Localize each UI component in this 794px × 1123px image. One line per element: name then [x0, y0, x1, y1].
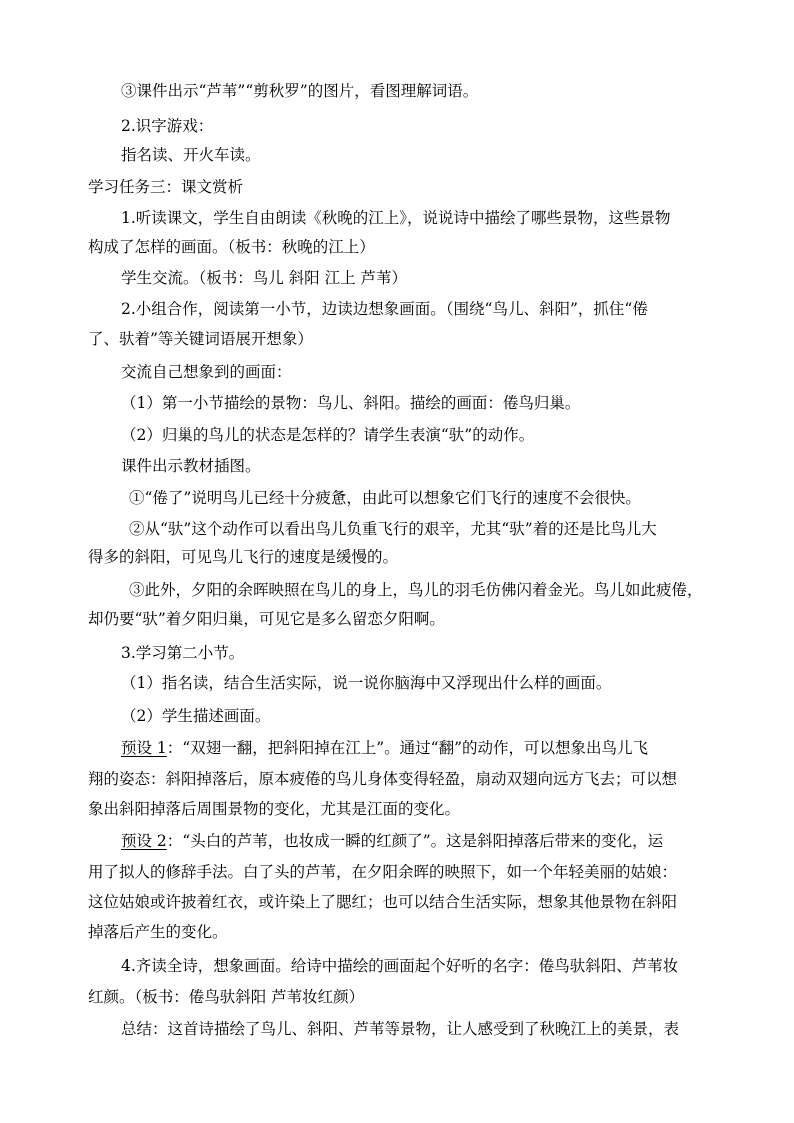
text-line: （2）学生描述画面。	[121, 707, 271, 725]
text-line: 红颜。（板书：倦鸟驮斜阳 芦苇妆红颜）	[88, 988, 365, 1006]
text-line: 2.识字游戏：	[121, 117, 214, 135]
text-line: 学生交流。（板书：鸟儿 斜阳 江上 芦苇）	[121, 269, 408, 287]
text-line: 了、驮着”等关键词语展开想象）	[88, 330, 313, 348]
preset-label: 预设 1	[121, 739, 167, 757]
text-line: 这位姑娘或许披着红衣，或许染上了腮红；也可以结合生活实际，想象其他景物在斜阳	[88, 893, 678, 911]
text-line: 1.听读课文，学生自由朗读《秋晚的江上》，说说诗中描绘了哪些景物，这些景物	[121, 209, 671, 227]
text-line: 指名读、开火车读。	[121, 146, 261, 164]
preset-line	[121, 738, 648, 758]
text-line: ①“倦了”说明鸟儿已经十分疲惫，由此可以想象它们飞行的速度不会很快。	[129, 489, 641, 507]
text-line: ③课件出示“芦苇”“剪秋罗”的图片，看图理解词语。	[121, 82, 479, 100]
preset-line	[121, 831, 663, 851]
text-line: ②从“驮”这个动作可以看出鸟儿负重飞行的艰辛，尤其“驮”着的还是比鸟儿大	[129, 520, 657, 538]
text-line: （1）指名读，结合生活实际，说一说你脑海中又浮现出什么样的画面。	[121, 674, 612, 692]
text-line: 课件出示教材插图。	[121, 457, 261, 475]
text-line: 4.齐读全诗，想象画面。给诗中描绘的画面起个好听的名字：倦鸟驮斜阳、芦苇妆	[121, 957, 679, 975]
text-line: 交流自己想象到的画面：	[121, 363, 292, 381]
text-line: ③此外，夕阳的余晖映照在鸟儿的身上，鸟儿的羽毛仿佛闪着金光。鸟儿如此疲倦，	[129, 581, 703, 599]
text-line: 得多的斜阳，可见鸟儿飞行的速度是缓慢的。	[88, 548, 399, 566]
preset-text: ：“双翅一翻，把斜阳掉在江上”。通过“翻”的动作，可以想象出鸟儿飞	[166, 739, 648, 757]
text-line: 2.小组合作，阅读第一小节，边读边想象画面。（围绕“鸟儿、斜阳”，抓住“倦	[121, 300, 648, 318]
text-line: 总结：这首诗描绘了鸟儿、斜阳、芦苇等景物，让人感受到了秋晚江上的美景，表	[121, 1020, 680, 1038]
text-line: 3.学习第二小节。	[121, 644, 245, 662]
text-line: （1）第一小节描绘的景物：鸟儿、斜阳。描绘的画面：倦鸟归巢。	[121, 394, 581, 412]
preset-text: ：“头白的芦苇，也妆成一瞬的红颜了”。这是斜阳掉落后带来的变化，运	[166, 832, 664, 850]
text-line: （2）归巢的鸟儿的状态是怎样的？请学生表演“驮”的动作。	[121, 426, 535, 444]
text-line: 构成了怎样的画面。（板书：秋晚的江上）	[88, 238, 375, 256]
text-line: 翔的姿态：斜阳掉落后，原本疲倦的鸟儿身体变得轻盈，扇动双翅向远方飞去；可以想	[88, 770, 678, 788]
text-line: 却仍要“驮”着夕阳归巢，可见它是多么留恋夕阳啊。	[88, 610, 445, 628]
text-line: 掉落后产生的变化。	[88, 923, 228, 941]
text-line: 用了拟人的修辞手法。白了头的芦苇，在夕阳余晖的映照下，如一个年轻美丽的姑娘：	[88, 863, 678, 881]
text-line: 象出斜阳掉落后周围景物的变化，尤其是江面的变化。	[88, 800, 461, 818]
preset-label: 预设 2	[121, 832, 167, 850]
section-heading: 学习任务三：课文赏析	[88, 178, 244, 196]
